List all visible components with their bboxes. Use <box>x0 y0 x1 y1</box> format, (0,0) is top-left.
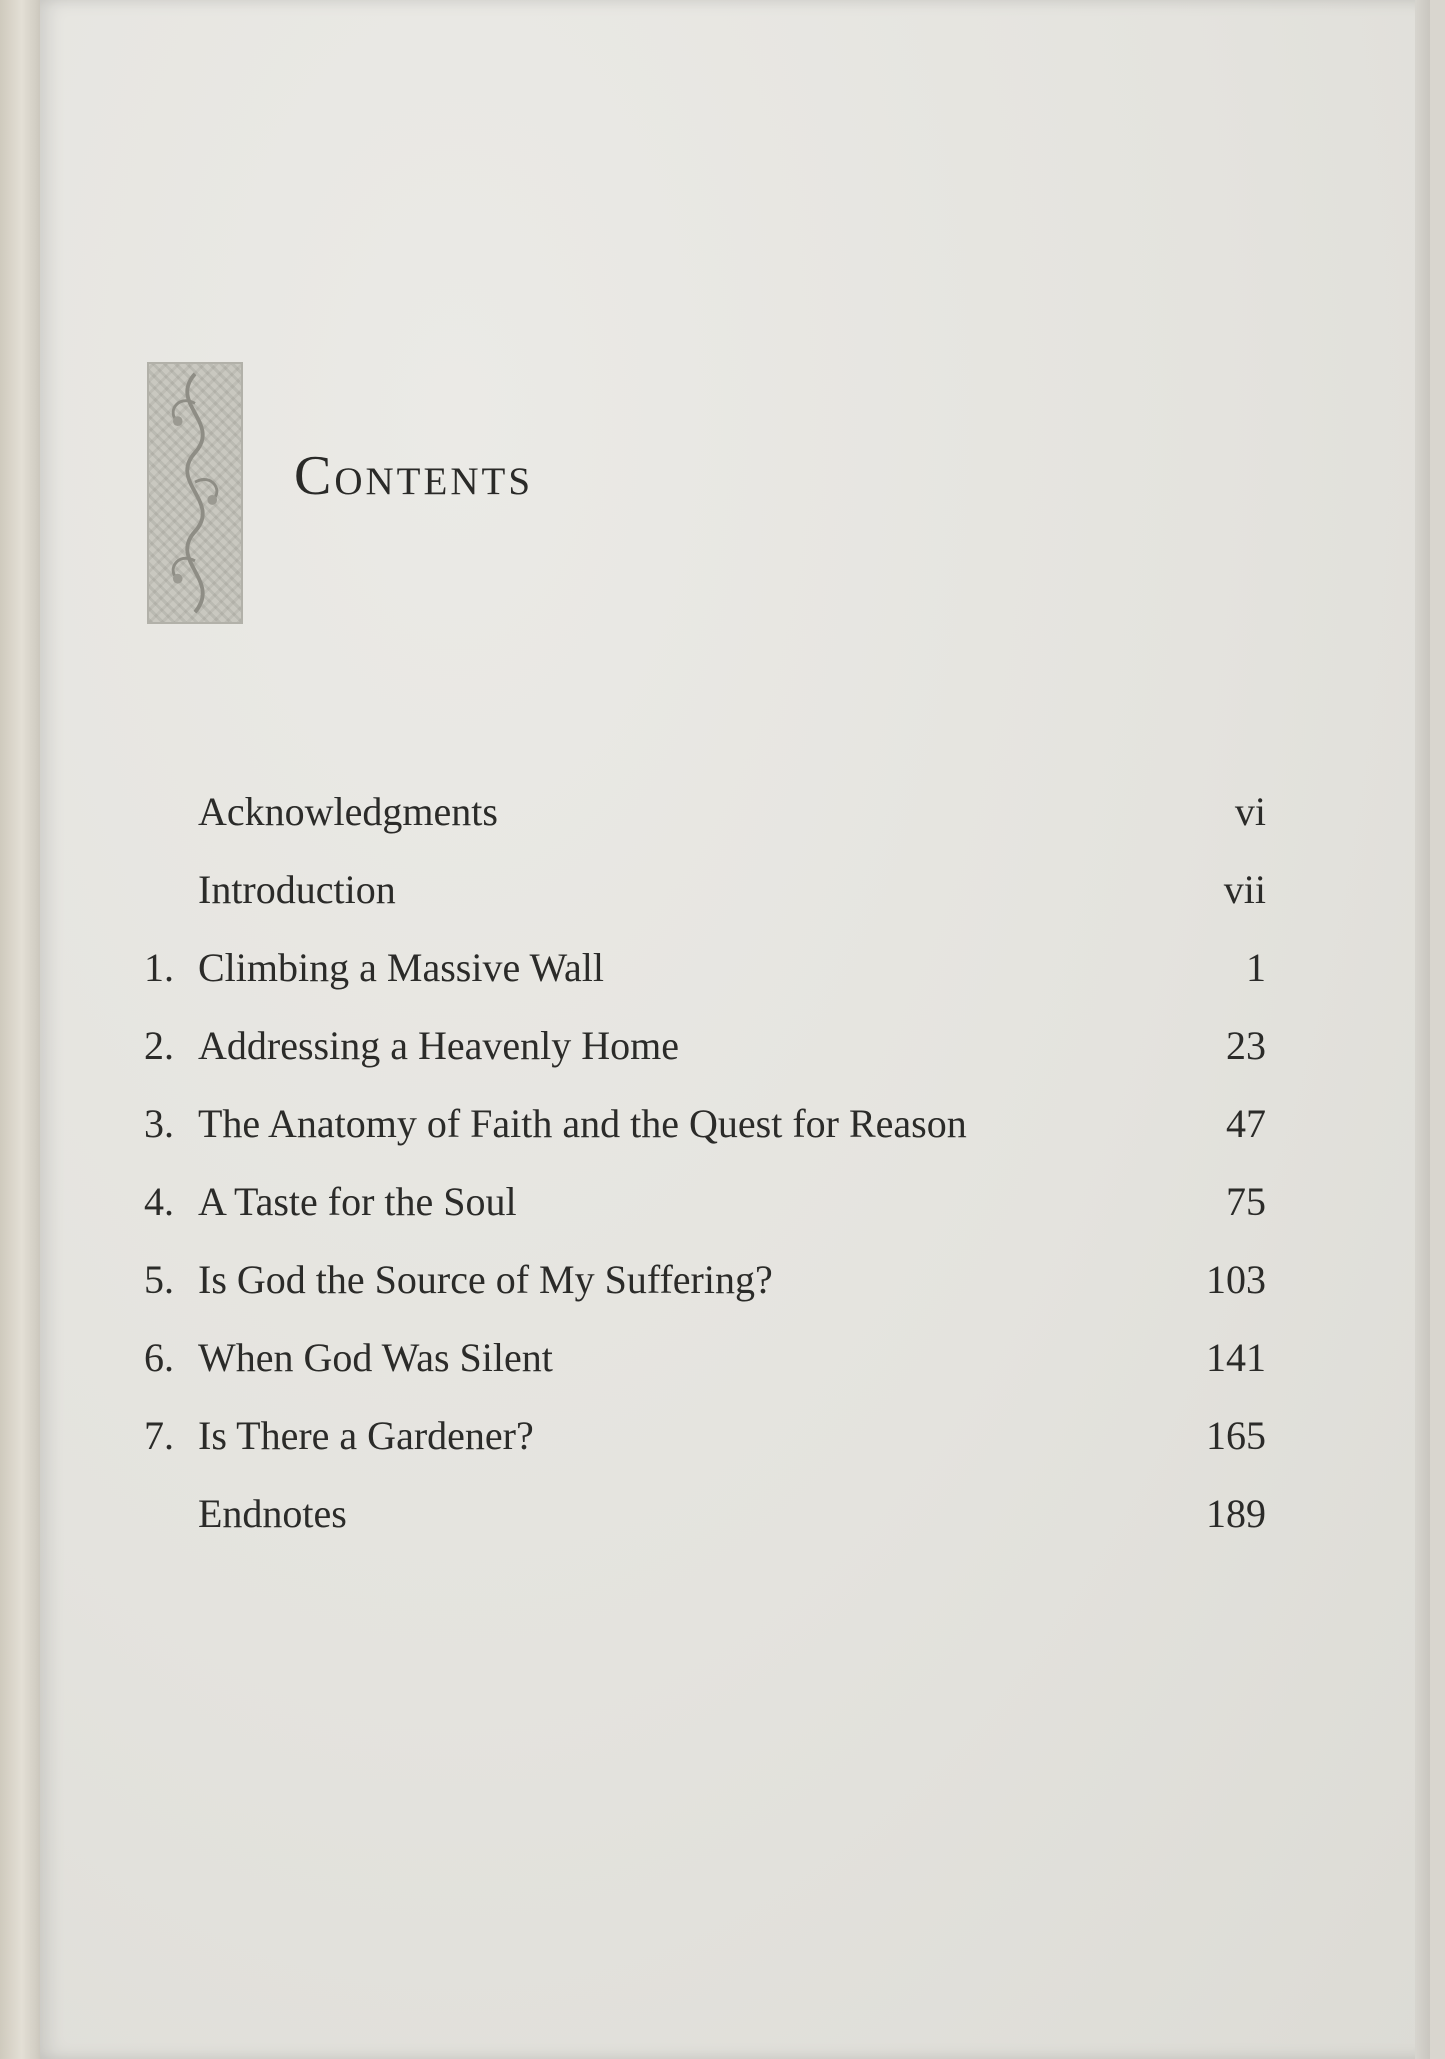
toc-entry <box>144 1098 1266 1176</box>
toc-entry <box>144 1176 1266 1254</box>
page-number: 103 <box>1206 1257 1266 1302</box>
entry-title: Endnotes <box>198 1491 347 1536</box>
toc-entry <box>144 1332 1266 1410</box>
entry-title: Climbing a Massive Wall <box>198 945 605 990</box>
page-edge <box>1415 0 1430 2059</box>
toc-entry <box>144 1410 1266 1488</box>
page-number: 1 <box>1246 945 1266 990</box>
entry-title: Acknowledgments <box>198 789 498 834</box>
toc-entry <box>144 1020 1266 1098</box>
chapter-number: 1. <box>144 945 174 990</box>
chapter-number: 7. <box>144 1413 174 1458</box>
toc-entry <box>144 1254 1266 1332</box>
page-number: 141 <box>1206 1335 1266 1380</box>
chapter-number: 2. <box>144 1023 174 1068</box>
page-number: vi <box>1234 789 1266 834</box>
page-number: vii <box>1223 867 1266 912</box>
toc-entry <box>144 786 1266 864</box>
page-number: 75 <box>1226 1179 1266 1224</box>
chapter-number: 3. <box>144 1101 174 1146</box>
entry-title: Is God the Source of My Suffering? <box>198 1257 773 1302</box>
chapter-number: 4. <box>144 1179 174 1224</box>
entry-title: When God Was Silent <box>198 1335 553 1380</box>
page-number: 47 <box>1226 1101 1266 1146</box>
toc-entry <box>144 942 1266 1020</box>
entry-title: A Taste for the Soul <box>198 1179 517 1224</box>
entry-title: Is There a Gardener? <box>198 1413 534 1458</box>
chapter-number: 6. <box>144 1335 174 1380</box>
entry-title: Introduction <box>198 867 396 912</box>
entry-title: The Anatomy of Faith and the Quest for Reason <box>198 1101 967 1146</box>
page-number: 23 <box>1226 1023 1266 1068</box>
toc-entry <box>144 1488 1266 1566</box>
page-number: 189 <box>1206 1491 1266 1536</box>
chapter-number: 5. <box>144 1257 174 1302</box>
toc-entry <box>144 864 1266 942</box>
entry-title: Addressing a Heavenly Home <box>198 1023 679 1068</box>
page-title: Contents <box>294 445 534 507</box>
ornament-panel-icon <box>147 362 243 624</box>
table-of-contents <box>144 786 1266 1566</box>
page-number: 165 <box>1206 1413 1266 1458</box>
